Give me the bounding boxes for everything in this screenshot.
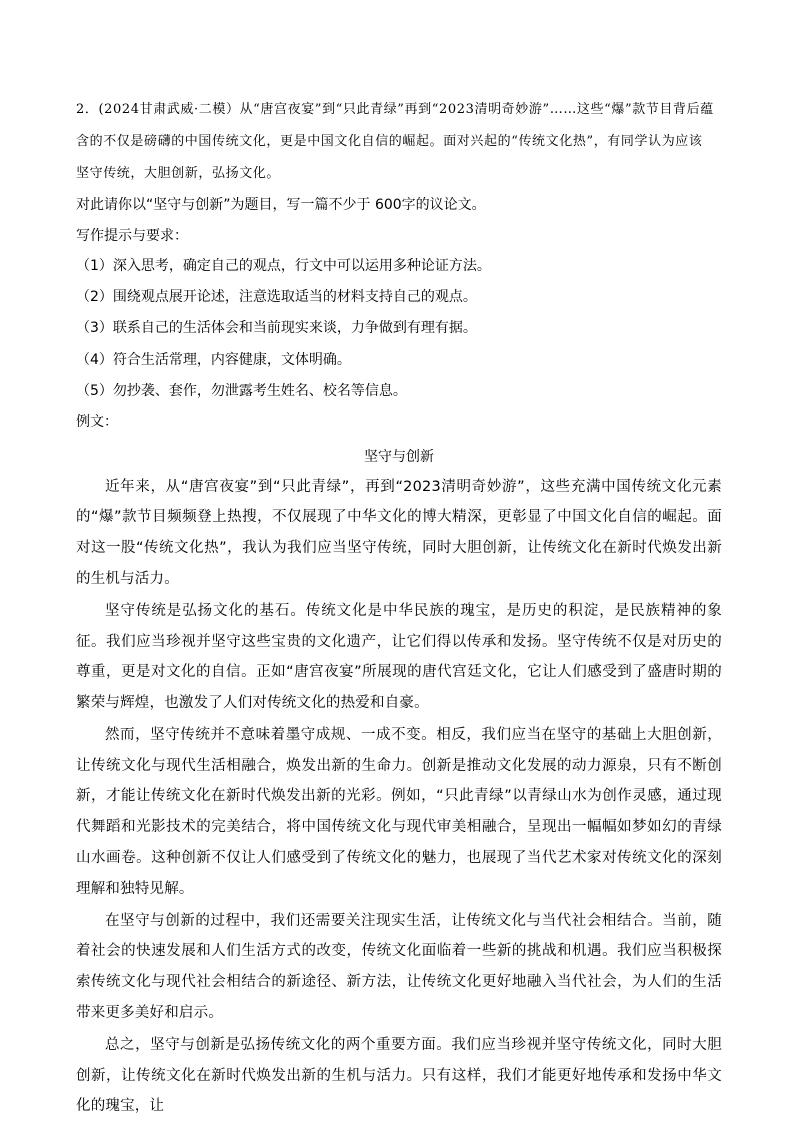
question-line-1: 2．(2024甘肃武威·二模）从“唐宫夜宴”到“只此青绿”再到“2023清明奇妙游”……这些“爆”款节目背后蕴: [76, 102, 714, 117]
document-page: [76, 94, 722, 1123]
requirement-1: （1）深入思考，确定自己的观点，行文中可以运用多种论证方法。: [76, 258, 491, 274]
requirement-3: （3）联系自己的生活体会和当前现实来谈，力争做到有理有据。: [76, 320, 477, 337]
essay-paragraph-5: 总之，坚守与创新是弘扬传统文化的两个重要方面。我们应当珍视并坚守传统文化，同时大胆创新，让传统文化在新时代焕发出新的生机与活力。只有这样，我们才能更好地传承和发扬中华文化的瑰宝，让: [76, 1036, 722, 1115]
example-label: 例文：: [76, 414, 118, 431]
essay-title: 坚守与创新: [364, 448, 434, 465]
question-block: [76, 94, 722, 438]
requirement-2: （2）围绕观点展开论述，注意选取适当的材料支持自己的观点。: [76, 289, 477, 306]
writing-prompt: 对此请你以“坚守与创新”为题目，写一篇不少于 600字的议论文。: [76, 197, 486, 213]
question-line-3: 坚守传统，大胆创新，弘扬文化。: [76, 166, 281, 181]
example-essay: [76, 442, 722, 1123]
essay-paragraph-2: 坚守传统是弘扬文化的基石。传统文化是中华民族的瑰宝，是历史的积淀，是民族精神的象征。我们应当珍视并坚守这些宝贵的文化遗产，让它们得以传承和发扬。坚守传统不仅是对历史的尊重，更是对文化的自信。正如“唐宫夜宴”所展现的唐代宫廷文化，它让人们感受到了盛唐时期的繁荣与辉煌，也激发了人们对传统文化的热爱和自豪。: [76, 602, 722, 712]
question-line-2: 含的不仅是磅礴的中国传统文化，更是中国文化自信的崛起。面对兴起的“传统文化热”，有同学认为应该: [76, 134, 703, 149]
essay-paragraph-4: 在坚守与创新的过程中，我们还需要关注现实生活，让传统文化与当代社会相结合。当前，随着社会的快速发展和人们生活方式的改变，传统文化面临着一些新的挑战和机遇。我们应当积极探索传统文化与现代社会相结合的新途径、新方法，让传统文化更好地融入当代社会，为人们的生活带来更多美好和启示。: [76, 912, 722, 1022]
essay-paragraph-1: 近年来，从“唐宫夜宴”到“只此青绿”，再到“2023清明奇妙游”，这些充满中国传统文化元素的“爆”款节目频频登上热搜，不仅展现了中华文化的博大精深，更彰显了中国文化自信的崛起。面对这一股“传统文化热”，我认为我们应当坚守传统，同时大胆创新，让传统文化在新时代焕发出新的生机与活力。: [76, 478, 722, 587]
requirement-5: （5）勿抄袭、套作，勿泄露考生姓名、校名等信息。: [76, 382, 407, 399]
requirement-4: （4）符合生活常理，内容健康，文体明确。: [76, 351, 351, 368]
hint-title: 写作提示与要求：: [76, 227, 188, 244]
essay-paragraph-3: 然而，坚守传统并不意味着墨守成规、一成不变。相反，我们应当在坚守的基础上大胆创新，让传统文化与现代生活相融合，焕发出新的生命力。创新是推动文化发展的动力源泉，只有不断创新，才能让传统文化在新时代焕发出新的光彩。例如，“只此青绿”以青绿山水为创作灵感，通过现代舞蹈和光影技术的完美结合，将中国传统文化与现代审美相融合，呈现出一幅幅如梦如幻的青绿山水画卷。这种创新不仅让人们感受到了传统文化的魅力，也展现了当代艺术家对传统文化的深刻理解和独特见解。: [76, 726, 722, 897]
